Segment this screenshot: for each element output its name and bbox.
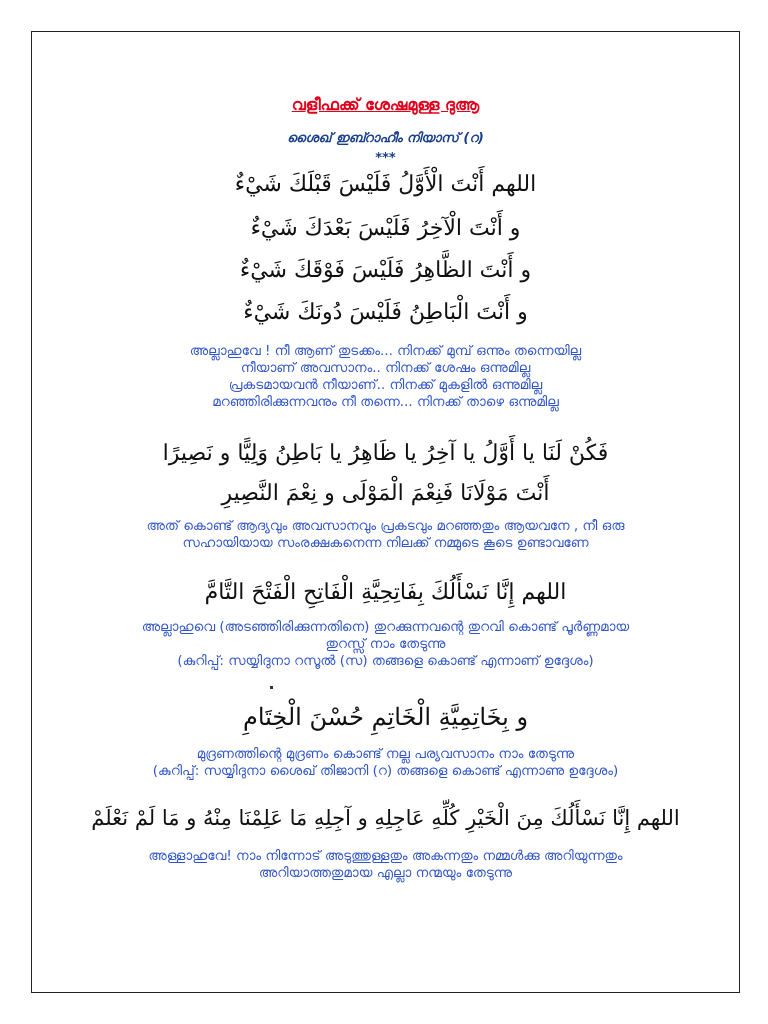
- translation-line: പ്രകടമായവൻ നീയാണ്.. നിനക്ക് മുകളിൽ ഒന്നുമില്ല: [228, 377, 543, 393]
- translation-line: അള്ളാഹുവേ! നാം നിന്നോട് അടുത്തുള്ളതും അകന്നതും നമ്മൾക്കു അറിയുന്നതും: [148, 848, 623, 864]
- arabic-line-2-2: أَنْتَ مَوْلَانَا فَنِعْمَ الْمَوْلَى و نِعْمَ النَّصِيرِ: [221, 481, 550, 506]
- translation-block-1: [31, 343, 740, 411]
- translation-line: (കുറിപ്പ്: സയ്യിദുനാ ശൈഖ് തിജാനി (റ) തങ്ങളെ കൊണ്ട് എന്നാണു ഉദ്ദേശം): [152, 763, 619, 779]
- author-line: ശൈഖ് ഇബ്റാഹീം നിയാസ് (റ): [287, 131, 484, 146]
- translation-block-5: [31, 848, 740, 882]
- separator-stars: ***: [375, 151, 396, 166]
- translation-line: നീയാണ് അവസാനം.. നിനക്ക് ശേഷം ഒന്നുമില്ല: [240, 360, 531, 376]
- arabic-line-3-1: اللهم إِنَّا نَسْأَلُكَ بِفَاتِحِيَّةِ الْفَاتِحِ الْفَتْحَ التَّامَّ: [204, 580, 567, 605]
- arabic-line-2-1: فَكُنْ لَنَا يا أَوَّلُ يا آخِرُ يا ظَاهِرُ يا بَاطِنُ وَلِيًّا و نَصِيرًا: [162, 441, 609, 466]
- arabic-line-1-1: اللهم أَنْتَ الْأَوَّلُ فَلَيْسَ قَبْلَكَ شَيْءٌ: [234, 172, 537, 197]
- translation-line: അത് കൊണ്ട് ആദ്യവും അവസാനവും പ്രകടവും മറഞ്ഞതും ആയവനേ , നീ ഒരു: [146, 518, 625, 534]
- arabic-line-5-1: اللهم إِنَّا نَسْأَلُكَ مِنَ الْخَيْرِ كُلِّهِ عَاجِلِهِ و آجِلِهِ مَا عَلِمْنَا مِنْهُ و مَا لَمْ نَعْلَمْ: [91, 806, 680, 830]
- translation-line: തുറസ്സ് നാം തേടുന്നു: [325, 636, 446, 652]
- page-title: വളീഫക്ക് ശേഷമുള്ള ദുആ: [291, 95, 480, 114]
- stray-dot: [270, 686, 273, 689]
- translation-block-3: [31, 619, 740, 670]
- translation-line: മുദ്രണത്തിന്റെ മുദ്രണം കൊണ്ട് നല്ല പര്യവസാനം നാം തേടുന്നു: [196, 746, 575, 762]
- translation-line: അല്ലാഹുവേ ! നീ ആണ് തുടക്കം... നിനക്ക് മുമ്പ് ഒന്നും തന്നെയില്ല: [189, 343, 582, 359]
- translation-line: സഹായിയായ സംരക്ഷകനെന്ന നിലക്ക് നമ്മുടെ കൂടെ ഉണ്ടാവണേ: [182, 535, 589, 551]
- translation-line: മറഞ്ഞിരിക്കുന്നവനും നീ തന്നെ... നിനക്ക് താഴെ ഒന്നുമില്ല: [212, 394, 559, 410]
- translation-line: അറിയാത്തതുമായ എല്ലാ നന്മയും തേടുന്നു: [258, 865, 513, 881]
- arabic-line-1-4: و أَنْتَ الْبَاطِنُ فَلَيْسَ دُونَكَ شَيْءٌ: [243, 300, 528, 325]
- arabic-line-4-1: و بِخَاتِمِيَّةِ الْخَاتِمِ حُسْنَ الْخِتَامِ: [242, 703, 529, 731]
- translation-block-4: [31, 746, 740, 780]
- arabic-line-1-2: و أَنْتَ الْآخِرُ فَلَيْسَ بَعْدَكَ شَيْءٌ: [250, 216, 521, 241]
- translation-line: (കുറിപ്പ്: സയ്യിദുനാ റസൂൽ (സ) തങ്ങളെ കൊണ്ട് എന്നാണ് ഉദ്ദേശം): [177, 653, 594, 669]
- arabic-line-1-3: و أَنْتَ الظَّاهِرُ فَلَيْسَ فَوْقَكَ شَيْءٌ: [239, 258, 532, 283]
- translation-block-2: [31, 518, 740, 552]
- translation-line: അല്ലാഹുവെ (അടഞ്ഞിരിക്കുന്നതിനെ) തുറക്കുന്നവന്റെ തുറവി കൊണ്ട് പൂർണ്ണമായ: [141, 619, 630, 635]
